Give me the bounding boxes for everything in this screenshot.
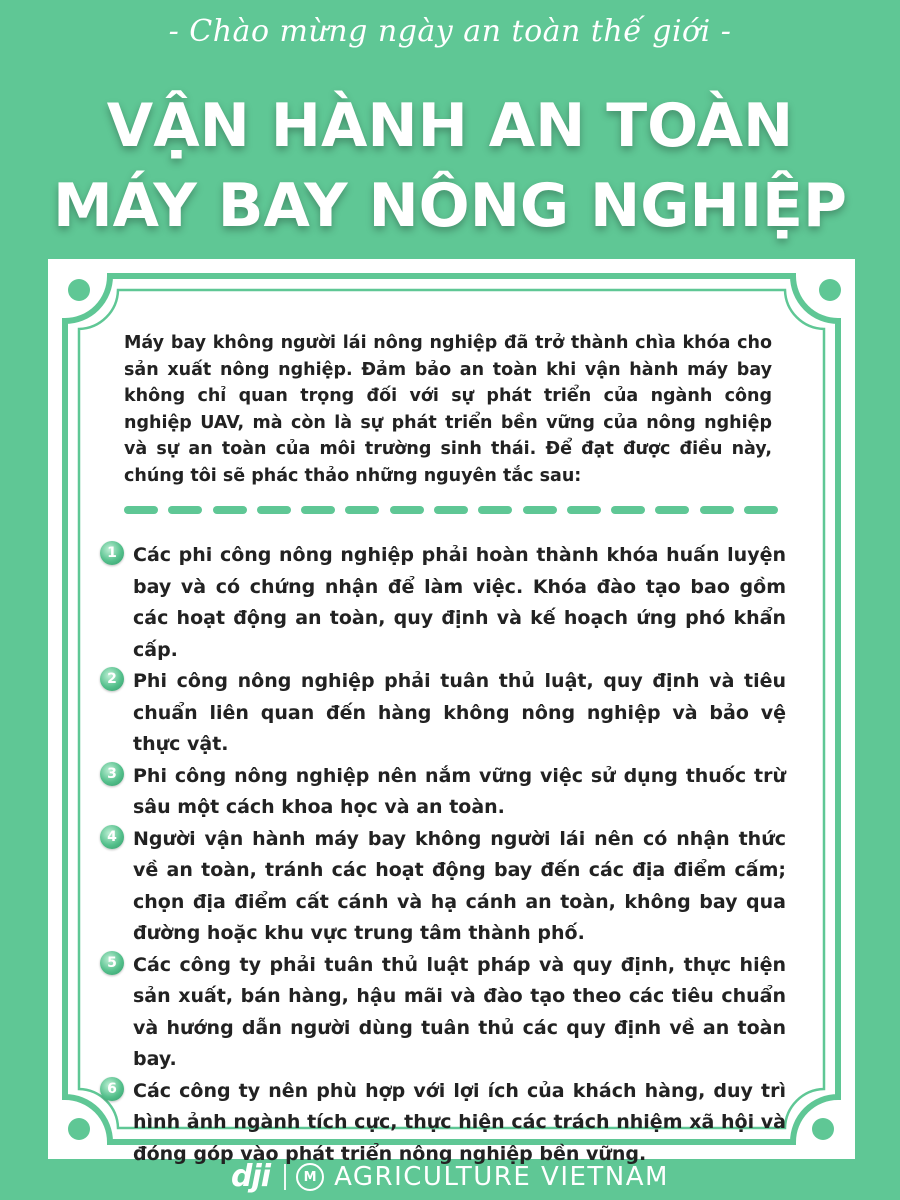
list-item [100, 666, 786, 761]
list-item [100, 540, 786, 666]
subtitle: - Chào mừng ngày an toàn thế giới - [168, 14, 732, 49]
dji-logo: dji [231, 1159, 271, 1194]
corner-dot-tr [819, 279, 841, 301]
rules-list [100, 540, 786, 1170]
rule-text: Phi công nông nghiệp phải tuân thủ luật, quy định và tiêu chuẩn liên quan đến hàng không nông nghiệp và bảo vệ thực vật. [133, 670, 786, 755]
rule-text: Các phi công nông nghiệp phải hoàn thành khóa huấn luyện bay và có chứng nhận để làm việc. Khóa đào tạo bao gồm các hoạt động an toàn, quy định và kế hoạch ứng phó khẩn cấp. [133, 544, 786, 661]
rule-text: Phi công nông nghiệp nên nắm vững việc sử dụng thuốc trừ sâu một cách khoa học và an toàn. [133, 764, 786, 818]
number-badge: 1 [100, 541, 124, 565]
page-title-line2: MÁY BAY NÔNG NGHIỆP [52, 171, 848, 241]
footer-separator [284, 1164, 286, 1190]
rule-text: Người vận hành máy bay không người lái nên có nhận thức về an toàn, tránh các hoạt động bay đến các địa điểm cấm; chọn địa điểm cất cánh và hạ cánh an toàn, không bay qua đường hoặc khu vực trung tâm thành phố. [133, 827, 786, 944]
number-badge: 2 [100, 667, 124, 691]
number-badge: 4 [100, 825, 124, 849]
list-item [100, 761, 786, 824]
rule-text: Các công ty nên phù hợp với lợi ích của khách hàng, duy trì hình ảnh ngành tích cực, thực hiện các trách nhiệm xã hội và đóng góp vào phát triển nông nghiệp bền vững. [133, 1079, 786, 1165]
number-badge: 6 [100, 1077, 124, 1101]
corner-dot-bl [68, 1118, 90, 1140]
list-item [100, 1076, 786, 1171]
list-item [100, 824, 786, 950]
corner-dot-br [812, 1118, 834, 1140]
dashed-divider [124, 506, 778, 515]
number-badge: 3 [100, 762, 124, 786]
footer [0, 1160, 900, 1194]
m-logo-icon: M [296, 1163, 324, 1191]
corner-dot-tl [68, 279, 90, 301]
page-title-line1: VẬN HÀNH AN TOÀN [106, 91, 794, 161]
intro-paragraph: Máy bay không người lái nông nghiệp đã trở thành chìa khóa cho sản xuất nông nghiệp. Đảm bảo an toàn khi vận hành máy bay không chỉ quan trọng đối với sự phát triển của ngành công nghiệp UAV, mà còn là sự phát triển bền vững của nông nghiệp và sự an toàn của môi trường sinh thái. Để đạt được điều này, chúng tôi sẽ phác thảo những nguyên tắc sau: [124, 333, 772, 486]
number-badge: 5 [100, 951, 124, 975]
list-item [100, 950, 786, 1076]
rule-text: Các công ty phải tuân thủ luật pháp và quy định, thực hiện sản xuất, bán hàng, hậu mãi và đào tạo theo các tiêu chuẩn và hướng dẫn người dùng tuân thủ các quy định về an toàn bay. [133, 953, 786, 1070]
brand-name: AGRICULTURE VIETNAM [334, 1162, 669, 1192]
